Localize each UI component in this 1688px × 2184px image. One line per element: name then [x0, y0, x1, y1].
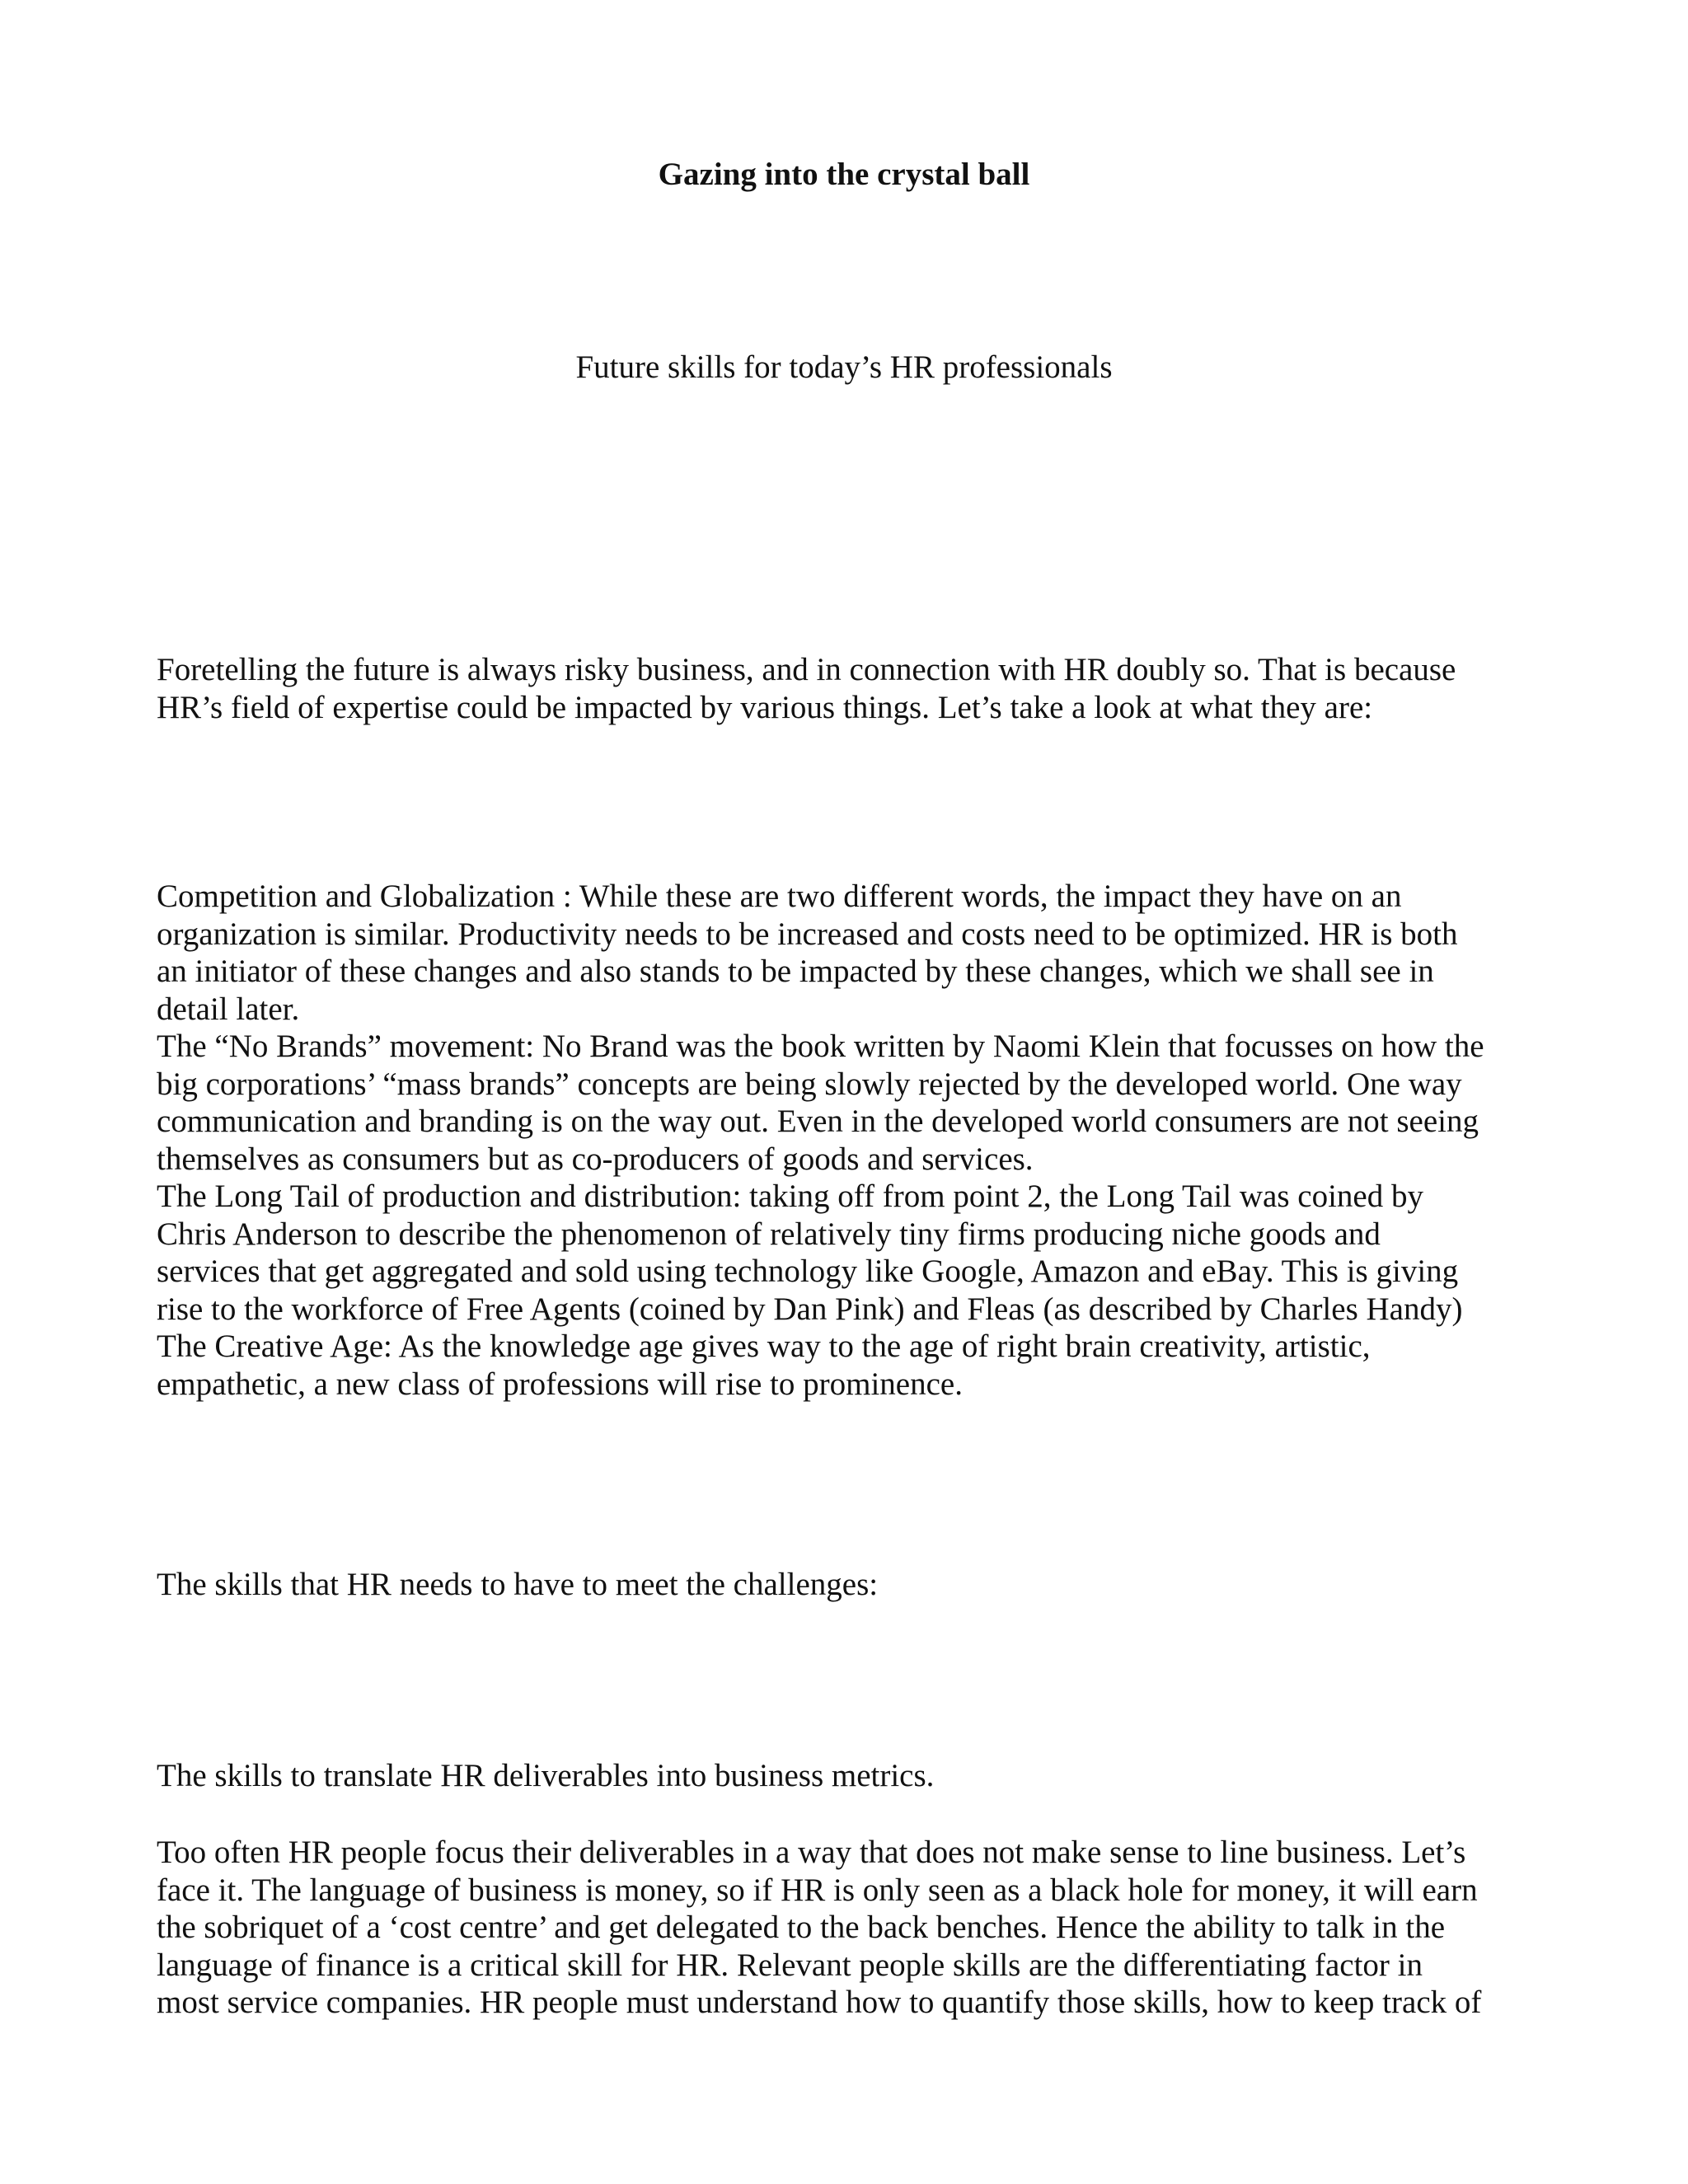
- list-line: an initiator of these changes and also stands to be impacted by these changes, which we shall see in: [157, 954, 1434, 989]
- list-line: organization is similar. Productivity needs to be increased and costs need to be optimized. HR is both: [157, 916, 1458, 952]
- list-line: empathetic, a new class of professions will rise to prominence.: [157, 1366, 963, 1402]
- intro-line: Foretelling the future is always risky business, and in connection with HR doubly so. That is because: [157, 652, 1456, 687]
- skill-title: The skills to translate HR deliverables into business metrics.: [157, 1758, 935, 1793]
- list-line: services that get aggregated and sold using technology like Google, Amazon and eBay. This is giving: [157, 1254, 1459, 1289]
- list-line: The Creative Age: As the knowledge age gives way to the age of right brain creativity, artistic,: [157, 1329, 1371, 1364]
- list-line: The Long Tail of production and distribution: taking off from point 2, the Long Tail was coined by: [157, 1179, 1423, 1214]
- body-line: Too often HR people focus their deliverables in a way that does not make sense to line business. Let’s: [157, 1835, 1466, 1870]
- list-line: rise to the workforce of Free Agents (coined by Dan Pink) and Fleas (as described by Charles Handy): [157, 1291, 1463, 1327]
- document-subtitle: Future skills for today’s HR professionals: [575, 349, 1113, 385]
- skills-heading: The skills that HR needs to have to meet the challenges:: [157, 1567, 879, 1602]
- skill-body-paragraph: [157, 1834, 1558, 2022]
- body-line: most service companies. HR people must understand how to quantify those skills, how to keep track of: [157, 1985, 1482, 2020]
- list-line: Chris Anderson to describe the phenomenon of relatively tiny firms producing niche goods and: [157, 1216, 1381, 1252]
- document-title: Gazing into the crystal ball: [658, 157, 1030, 192]
- intro-paragraph: [157, 651, 1558, 726]
- list-line: The “No Brands” movement: No Brand was the book written by Naomi Klein that focusses on how the: [157, 1029, 1484, 1064]
- impact-factors-list: [157, 878, 1558, 1403]
- intro-line: HR’s field of expertise could be impacted by various things. Let’s take a look at what they are:: [157, 689, 1373, 725]
- list-line: detail later.: [157, 991, 300, 1027]
- body-line: the sobriquet of a ‘cost centre’ and get delegated to the back benches. Hence the ability to talk in the: [157, 1910, 1446, 1945]
- body-line: face it. The language of business is money, so if HR is only seen as a black hole for money, it will earn: [157, 1872, 1478, 1908]
- list-line: big corporations’ “mass brands” concepts are being slowly rejected by the developed world. One way: [157, 1066, 1462, 1102]
- list-line: themselves as consumers but as co-producers of goods and services.: [157, 1141, 1034, 1177]
- list-line: communication and branding is on the way out. Even in the developed world consumers are not seeing: [157, 1104, 1479, 1139]
- list-line: Competition and Globalization : While these are two different words, the impact they have on an: [157, 879, 1402, 914]
- body-line: language of finance is a critical skill for HR. Relevant people skills are the differentiating factor in: [157, 1947, 1423, 1983]
